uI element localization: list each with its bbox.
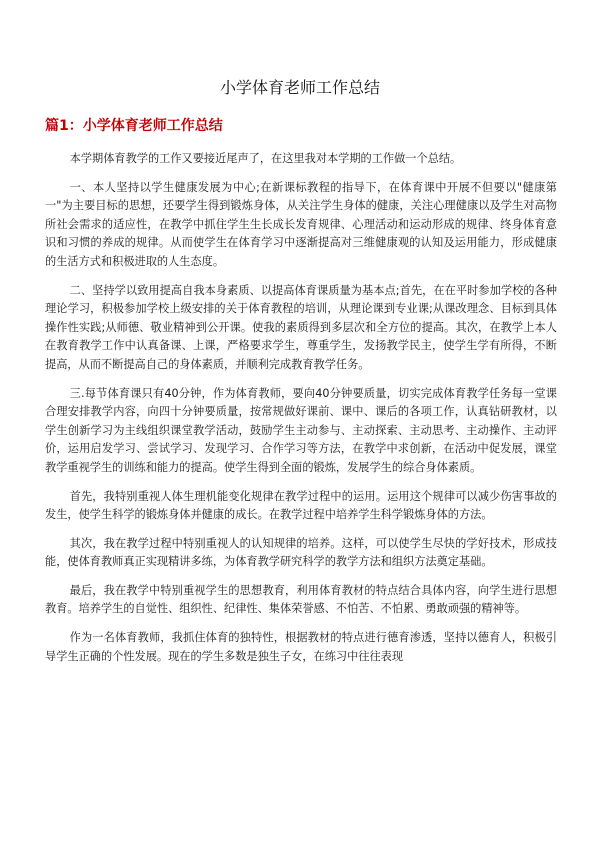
- paragraph: 一、本人坚持以学生健康发展为中心;在新课标教程的指导下，在体育课中开展不但要以"健康第一"为主要目标的思想，还要学生得到锻炼身体，从关注学生身体的健康，关注心理健康以及学生对高物所社会需求的适应性，在教学中抓住学生生长成长发育规律、心理活动和运动形成的规律、终身体育意识和习惯的养成的规律。从而使学生在体育学习中逐渐提高对三维健康观的认知及运用能力，形成健康的生活方式和积极进取的人生态度。: [45, 180, 557, 268]
- paragraph: 三.每节体育课只有40分钟，作为体育教师，要向40分钟要质量，切实完成体育教学任务每一堂课合理安排教学内容，向四十分钟要质量，按常规做好课前、课中、课后的各项工作，认真钻研教材，以学生创新学习为主线组织课堂教学活动，鼓励学生主动参与、主动探索、主动思考、主动操作、主动评价，运用启发学习、尝试学习、发现学习、合作学习等方法，在教学中求创新，在活动中促发展，课堂教学重视学生的训练和能力的提高。使学生得到全面的锻炼，发展学生的综合身体素质。: [45, 386, 557, 474]
- paragraph: 本学期体育教学的工作又要接近尾声了，在这里我对本学期的工作做一个总结。: [69, 152, 462, 165]
- paragraph: 作为一名体育教师，我抓住体育的独特性，根据教材的特点进行德育渗透，坚持以德育人，积极引导学生正确的个性发展。现在的学生多数是独生子女，在练习中往往表现: [45, 631, 557, 663]
- paragraph: 其次，我在教学过程中特别重视人的认知规律的培养。这样，可以使学生尽快的学好技术，形成技能，使体育教师真正实现精讲多练，为体育教学研究科学的教学方法和组织方法奠定基础。: [45, 536, 557, 569]
- paragraph: 最后，我在教学中特别重视学生的思想教育，利用体育教材的特点结合具体内容，向学生进行思想教育。培养学生的自觉性、组织性、纪律性、集体荣誉感、不怕苦、不怕累、勇敢顽强的精神等。: [45, 583, 557, 616]
- document-body: [45, 150, 557, 676]
- paragraph: 二、坚持学以致用提高自我本身素质、以提高体育课质量为基本点;首先，在在平时参加学校的各种理论学习，积极参加学校上级安排的关于体育教程的培训，从理论课到专业课;从课改理念、目标到具体操作性实践;从师德、敬业精神到公开课。使我的素质得到多层次和全方位的提高。其次，在教学上本人在教育教学工作中认真备课、上课，严格要求学生，尊重学生，发扬教学民主，使学生学有所得，不断提高，从而不断提高自己的身体素质，并顺利完成教育教学任务。: [45, 283, 557, 371]
- page-title: 小学体育老师工作总结: [219, 78, 380, 97]
- paragraph: 首先，我特别重视人体生理机能变化规律在教学过程中的运用。运用这个规律可以减少伤害事故的发生，使学生科学的锻炼身体并健康的成长。在教学过程中培养学生科学锻炼身体的方法。: [45, 489, 557, 522]
- section-heading: 篇1：小学体育老师工作总结: [45, 118, 223, 134]
